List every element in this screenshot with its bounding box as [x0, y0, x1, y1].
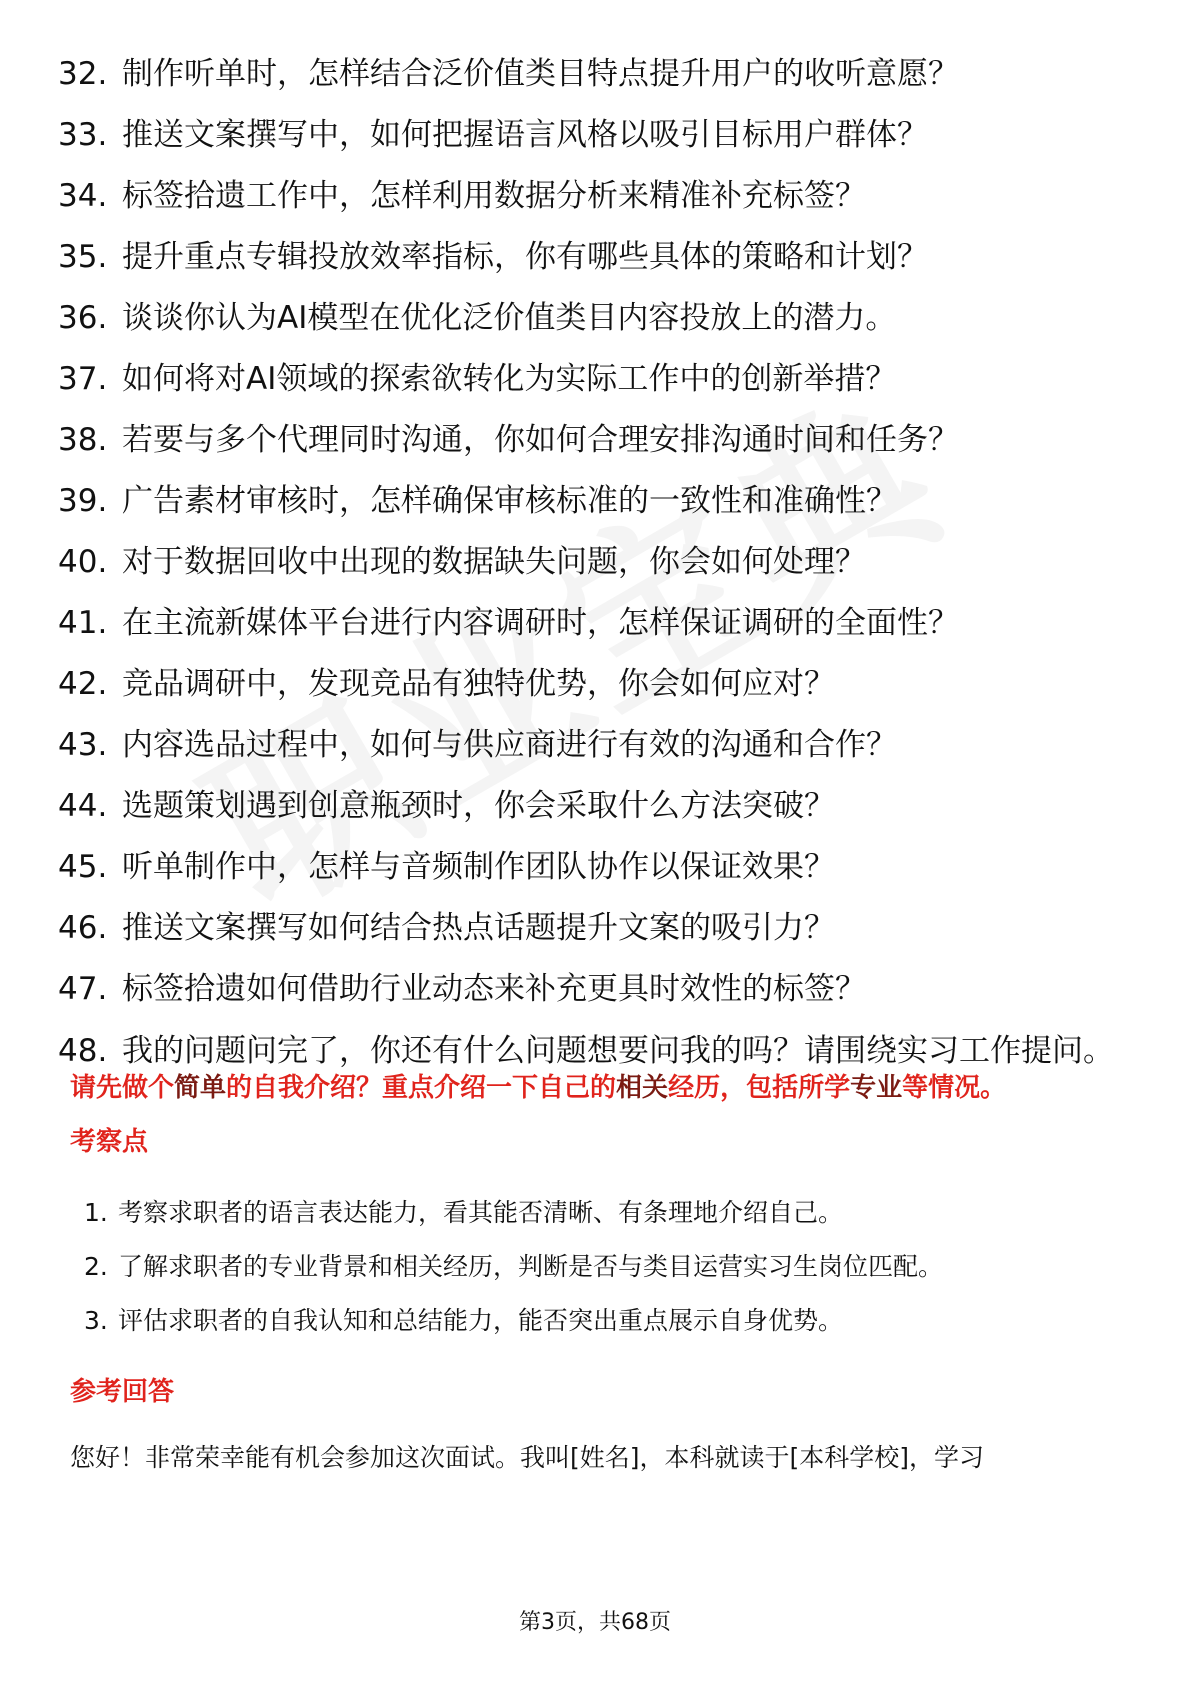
question-number: 37. [58, 361, 108, 397]
question-item [58, 105, 1138, 166]
question-item [58, 776, 1138, 837]
question-number: 39. [58, 483, 108, 519]
question-text: 选题策划遇到创意瓶颈时，你会采取什么方法突破？ [122, 788, 835, 824]
question-item [58, 471, 1138, 532]
question-list [58, 44, 1138, 1073]
assessment-points-label: 考察点 [70, 1127, 149, 1157]
question-text: 竞品调研中，发现竞品有独特优势，你会如何应对？ [122, 666, 835, 702]
question-number: 32. [58, 56, 108, 92]
title-highlight: 相关 [616, 1073, 669, 1103]
question-number: 48. [58, 1033, 108, 1069]
point-text: 考察求职者的语言表达能力，看其能否清晰、有条理地介绍自己。 [118, 1198, 844, 1227]
question-number: 33. [58, 117, 108, 153]
question-item [58, 1020, 1138, 1073]
question-number: 46. [58, 910, 108, 946]
question-item [58, 288, 1138, 349]
title-segment: 经历，包括所学 [668, 1073, 851, 1103]
assessment-point [84, 1186, 1124, 1240]
question-item [58, 227, 1138, 288]
question-item [58, 44, 1138, 105]
question-text: 推送文案撰写中，如何把握语言风格以吸引目标用户群体？ [122, 117, 928, 153]
question-number: 34. [58, 178, 108, 214]
question-number: 40. [58, 544, 108, 580]
question-number: 41. [58, 605, 108, 641]
question-text: 谈谈你认为AI模型在优化泛价值类目内容投放上的潜力。 [122, 300, 897, 336]
question-text: 提升重点专辑投放效率指标，你有哪些具体的策略和计划？ [122, 239, 928, 275]
question-item [58, 654, 1138, 715]
question-text: 听单制作中，怎样与音频制作团队协作以保证效果？ [122, 849, 835, 885]
title-segment: 的自我介绍？重点介绍一下自己的 [226, 1073, 617, 1103]
question-text: 我的问题问完了，你还有什么问题想要问我的吗？请围绕实习工作提问。 [122, 1033, 1114, 1069]
question-text: 内容选品过程中，如何与供应商进行有效的沟通和合作？ [122, 727, 897, 763]
title-segment: 等情况。 [902, 1073, 1007, 1103]
question-item [58, 532, 1138, 593]
point-text: 了解求职者的专业背景和相关经历，判断是否与类目运营实习生岗位匹配。 [118, 1252, 944, 1281]
reference-answer-text: 您好！非常荣幸能有机会参加这次面试。我叫[姓名]，本科就读于[本科学校]，学习 [70, 1443, 985, 1472]
point-number: 1. [84, 1198, 108, 1227]
page-footer: 第3页，共68页 [519, 1610, 671, 1635]
question-text: 标签拾遗工作中，怎样利用数据分析来精准补充标签？ [122, 178, 866, 214]
question-text: 如何将对AI领域的探索欲转化为实际工作中的创新举措？ [122, 361, 897, 397]
question-number: 43. [58, 727, 108, 763]
section-question-title [70, 1070, 1130, 1106]
question-number: 45. [58, 849, 108, 885]
question-item [58, 837, 1138, 898]
question-number: 42. [58, 666, 108, 702]
question-item [58, 593, 1138, 654]
question-number: 35. [58, 239, 108, 275]
title-segment: 请先做个 [70, 1073, 175, 1103]
assessment-point [84, 1240, 1124, 1294]
question-item [58, 715, 1138, 776]
question-number: 38. [58, 422, 108, 458]
assessment-points-list [84, 1186, 1124, 1348]
question-item [58, 166, 1138, 227]
point-text: 评估求职者的自我认知和总结能力，能否突出重点展示自身优势。 [118, 1306, 844, 1335]
question-number: 47. [58, 971, 108, 1007]
point-number: 3. [84, 1306, 108, 1335]
question-text: 推送文案撰写如何结合热点话题提升文案的吸引力？ [122, 910, 835, 946]
question-text: 广告素材审核时，怎样确保审核标准的一致性和准确性？ [122, 483, 897, 519]
question-item [58, 410, 1138, 471]
title-highlight: 专业 [850, 1073, 903, 1103]
reference-answer-label: 参考回答 [70, 1377, 175, 1407]
question-item [58, 898, 1138, 959]
point-number: 2. [84, 1252, 108, 1281]
question-number: 36. [58, 300, 108, 336]
question-text: 在主流新媒体平台进行内容调研时，怎样保证调研的全面性？ [122, 605, 959, 641]
question-text: 对于数据回收中出现的数据缺失问题，你会如何处理？ [122, 544, 866, 580]
question-text: 制作听单时，怎样结合泛价值类目特点提升用户的收听意愿？ [122, 56, 959, 92]
question-text: 若要与多个代理同时沟通，你如何合理安排沟通时间和任务？ [122, 422, 959, 458]
question-item [58, 959, 1138, 1020]
question-number: 44. [58, 788, 108, 824]
question-text: 标签拾遗如何借助行业动态来补充更具时效性的标签？ [122, 971, 866, 1007]
title-highlight: 简单 [174, 1073, 227, 1103]
assessment-point [84, 1294, 1124, 1348]
question-item [58, 349, 1138, 410]
